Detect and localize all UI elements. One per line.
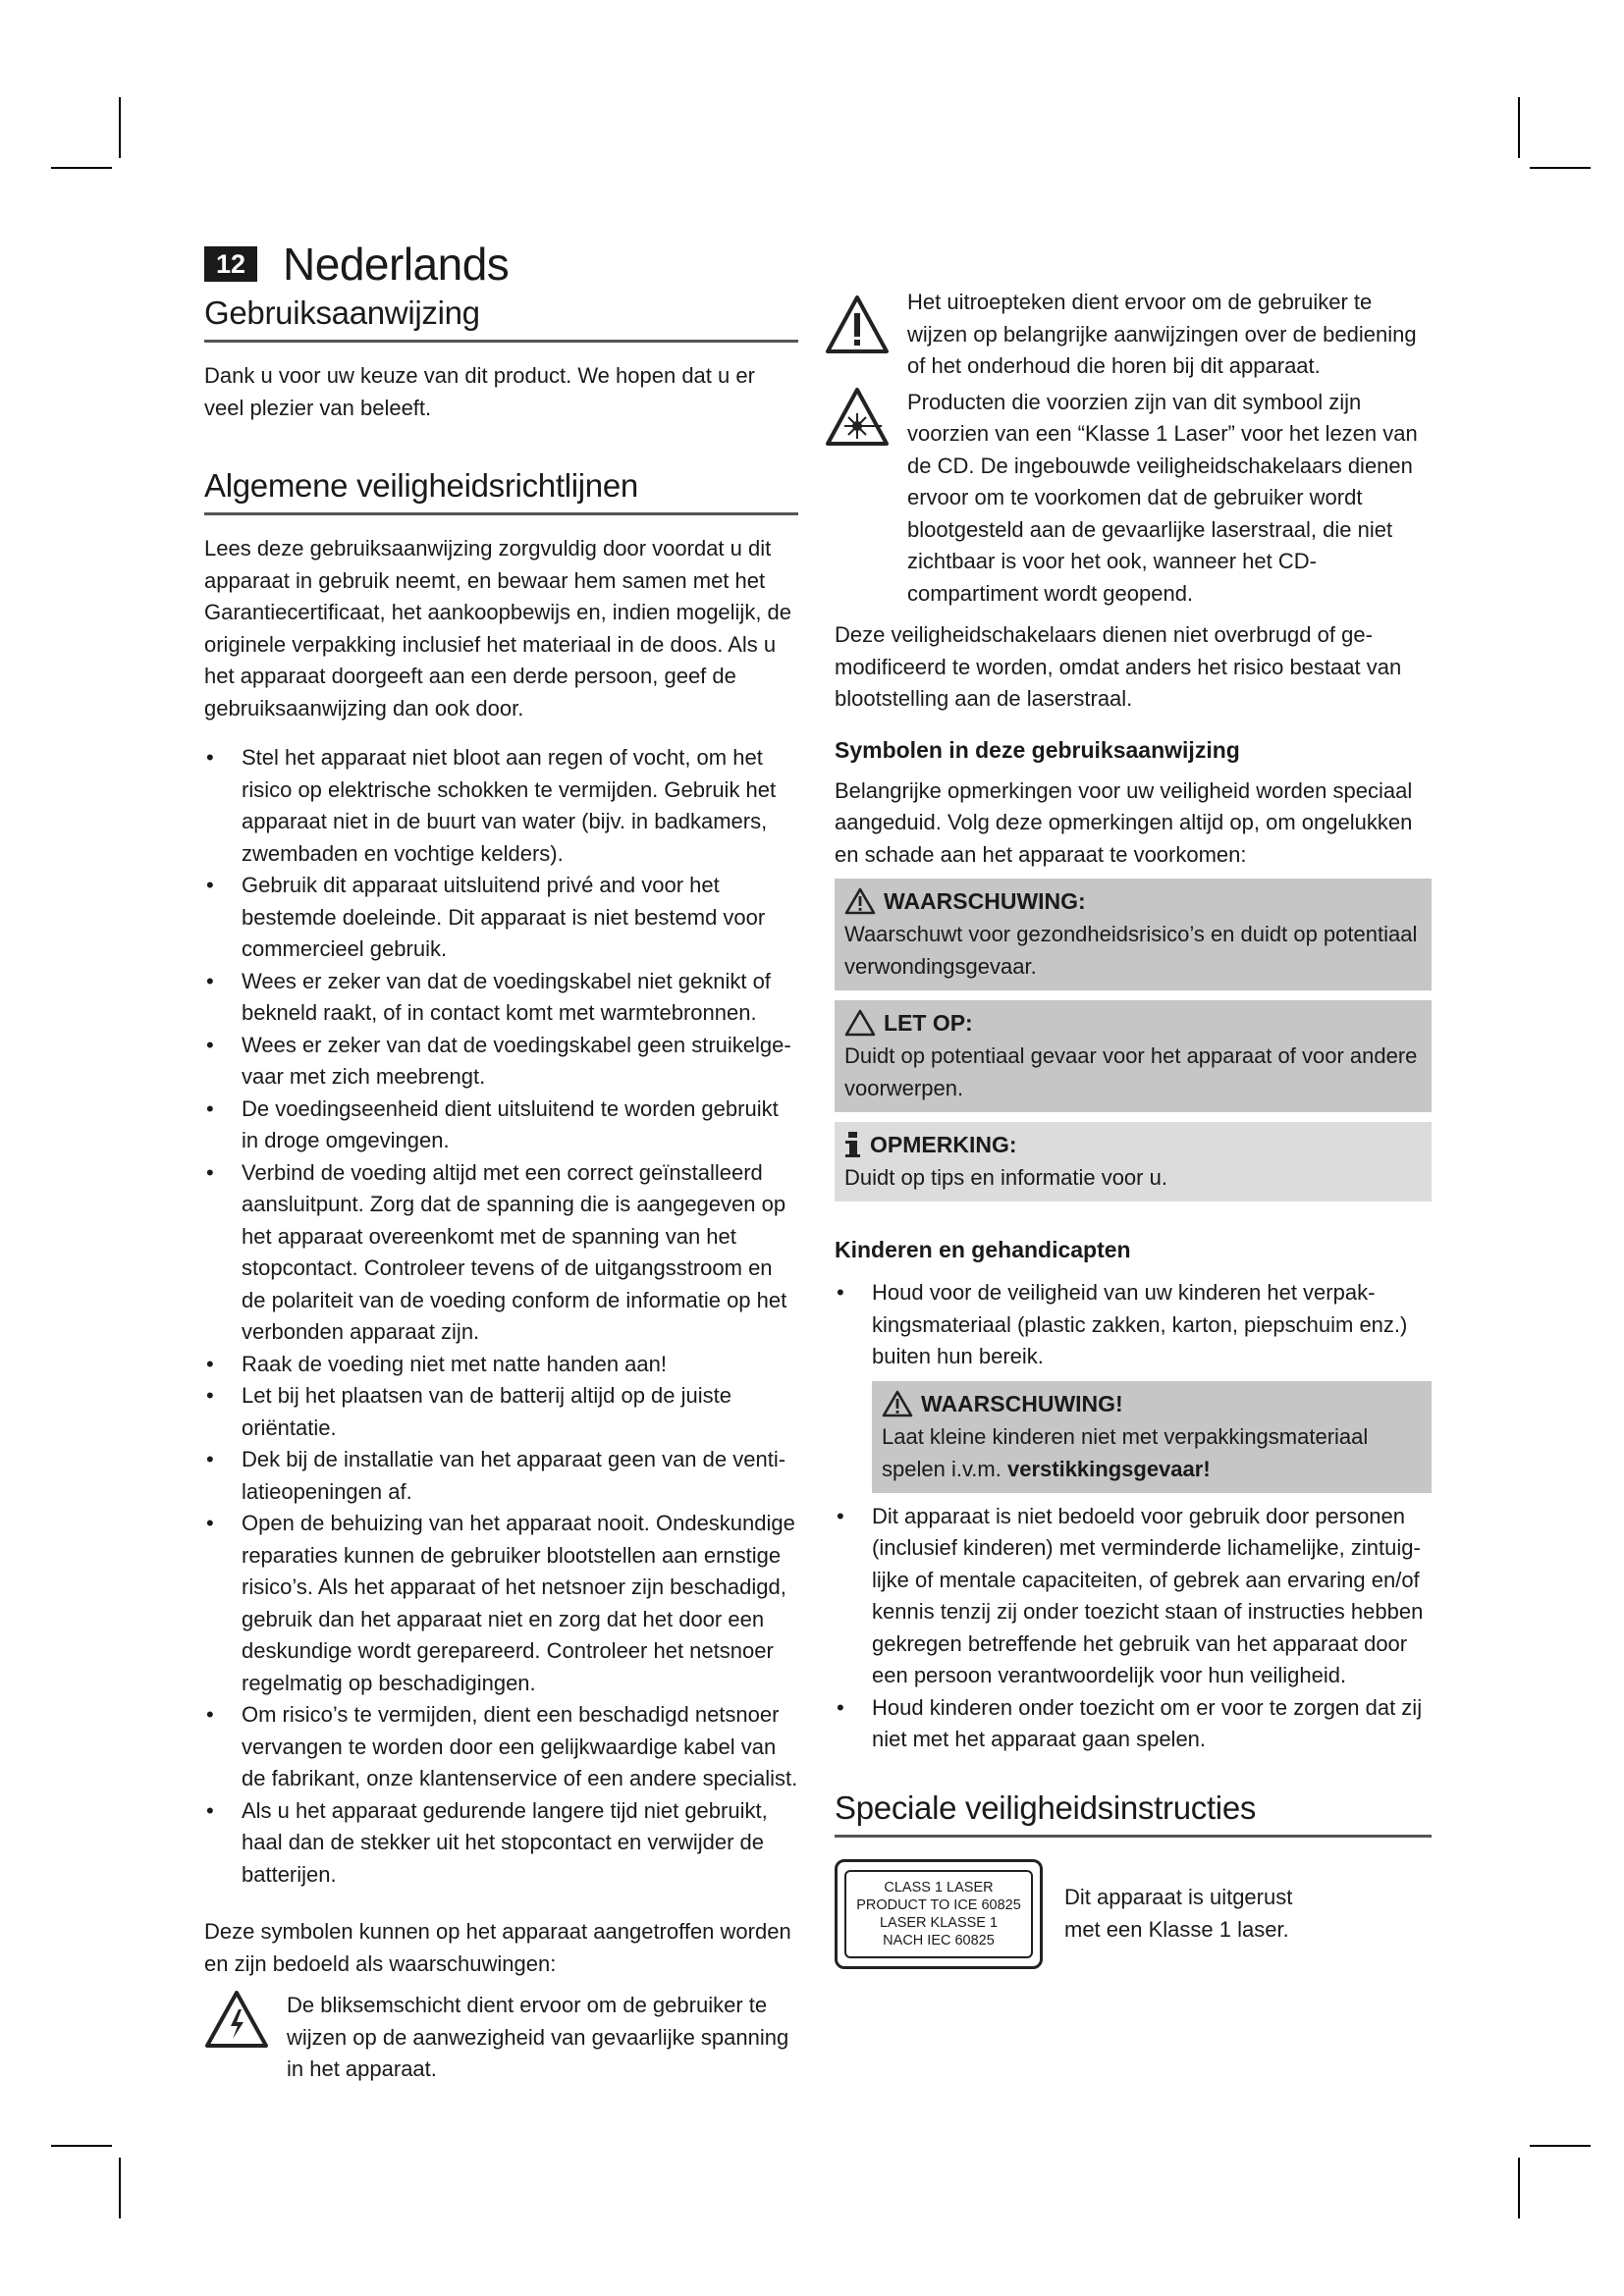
list-item: • Houd kinderen onder toezicht om er voor te zorgen dat zij niet met het apparaat gaan spelen.	[835, 1692, 1432, 1756]
crop-mark	[119, 97, 121, 158]
heading-safety: Algemene veiligheidsrichtlijnen	[204, 467, 798, 515]
list-item: • Dek bij de installatie van het apparaat geen van de ventilatieopeningen af.	[204, 1444, 798, 1508]
lightning-symbol-block	[204, 1990, 798, 2086]
heading-children: Kinderen en gehandicapten	[835, 1237, 1131, 1262]
crop-mark	[51, 2145, 112, 2147]
exclamation-text: Het uitroepteken dient ervoor om de gebruiker te wijzen op belangrijke aanwijzingen over de bediening of het onderhoud die horen bij dit apparaat.	[907, 290, 1417, 378]
heading-special: Speciale veiligheidsinstructies	[835, 1789, 1432, 1838]
heading-manual: Gebruiksaanwijzing	[204, 294, 798, 343]
child-warning-title: WAARSCHUWING!	[921, 1390, 1123, 1416]
child-warning-text: Laat kleine kinderen niet met verpakkingsmateriaal spelen i.v.m. verstikkingsgevaar!	[882, 1423, 1369, 1481]
heading-symbols: Symbolen in deze gebruiksaanwijzing	[835, 736, 1240, 763]
lightning-text: De bliksemschicht dient ervoor om de gebruiker te wijzen op de aanwezigheid van gevaarlijke spanning in het apparaat.	[287, 1993, 789, 2081]
list-item: • Als u het apparaat gedurende langere tijd niet gebruikt, haal dan de stekker uit het stopcontact en verwijder de batterijen.	[204, 1795, 798, 1892]
child-warning-box	[872, 1381, 1432, 1493]
exclamation-symbol-block	[825, 290, 1432, 383]
laser-text: Producten die voorzien zijn van dit symbool zijn voorzien van een “Klasse 1 Laser” voor het lezen van de CD. De ingebouwde veiligheidschakelaars dienen ervoor om te voorkomen dat de gebruiker wordt blootgesteld aan de gevaarlijke laserstraal, die niet zichtbaar is voor het ook, wanneer het CD-compartiment wordt geopend.	[907, 389, 1418, 606]
warning-title: WAARSCHUWING:	[884, 888, 1086, 914]
safety-list	[204, 742, 798, 1891]
note-text: Duidt op tips en informatie voor u.	[844, 1165, 1167, 1190]
exclamation-warning-icon	[825, 294, 890, 355]
crop-mark	[1518, 2158, 1520, 2218]
page-header	[204, 238, 509, 291]
crop-mark	[119, 2158, 121, 2218]
symbols-intro: Deze symbolen kunnen op het apparaat aangetroffen worden en zijn bedoeld als waarschuwingen:	[204, 1919, 791, 1976]
list-item: • Wees er zeker van dat de voedingskabel geen struikelgevaar met zich meebrengt.	[204, 1030, 798, 1094]
warning-text: Waarschuwt voor gezondheidsrisico’s en duidt op potentiaal verwondingsgevaar.	[844, 922, 1418, 979]
symbols-text: Belangrijke opmerkingen voor uw veiligheid worden speciaal aangeduid. Volg deze opmerkingen altijd op, om ongelukken en schade aan het apparaat te voorkomen:	[835, 777, 1413, 867]
laser-symbol-block	[825, 387, 1432, 611]
list-item: • Wees er zeker van dat de voedingskabel niet geknikt of bekneld raakt, of in contact komt met warmtebronnen.	[204, 966, 798, 1030]
lightning-warning-icon	[204, 1990, 269, 2049]
laser-class-text: Dit apparaat is uitgerust met een Klasse 1 laser.	[1064, 1885, 1293, 1942]
crop-mark	[1530, 2145, 1591, 2147]
list-item: • Stel het apparaat niet bloot aan regen of vocht, om het risico op elektrische schokken te vermijden. Gebruik het apparaat niet in de buurt van water (bijv. in badkamers, zwembaden en vochtige kelders).	[204, 742, 798, 870]
warning-triangle-icon	[844, 887, 876, 915]
list-item: • Raak de voeding niet met natte handen aan!	[204, 1349, 798, 1381]
crop-mark	[1518, 97, 1520, 158]
caution-triangle-icon	[844, 1009, 876, 1037]
caution-text: Duidt op potentiaal gevaar voor het apparaat of voor andere voorwerpen.	[844, 1043, 1418, 1100]
list-item: • Gebruik dit apparaat uitsluitend privé and voor het bestemde doeleinde. Dit apparaat is niet bestemd voor commercieel gebruik.	[204, 870, 798, 966]
page-number: 12	[204, 246, 257, 282]
list-item: • Dit apparaat is niet bedoeld voor gebruik door personen (inclusief kinderen) met verminderde lichamelijke, zintuiglijke of mentale capaciteiten, of gebrek aan ervaring en/of kennis tenzij zij onder toezicht staan of instructies hebben gekregen betreffende het gebruik van het apparaat door een persoon verantwoordelijk voor hun veiligheid.	[835, 1501, 1432, 1692]
laser-class-label: CLASS 1 LASER PRODUCT TO ICE 60825 LASER KLASSE 1 NACH IEC 60825	[835, 1859, 1043, 1969]
warning-box	[835, 879, 1432, 990]
switches-text: Deze veiligheidschakelaars dienen niet overbrugd of gemodificeerd te worden, omdat anders het risico bestaat van blootstelling aan de laserstraal.	[835, 622, 1402, 711]
note-title: OPMERKING:	[870, 1132, 1017, 1157]
right-column	[835, 290, 1432, 1969]
list-item: • Om risico’s te vermijden, dient een beschadigd netsnoer vervangen te worden door een gelijkwaardige kabel van de fabrikant, onze klantenservice of een andere specialist.	[204, 1699, 798, 1795]
caution-title: LET OP:	[884, 1010, 973, 1036]
laser-warning-icon	[825, 387, 890, 448]
crop-mark	[51, 167, 112, 169]
list-item: • De voedingseenheid dient uitsluitend te worden gebruikt in droge omgevingen.	[204, 1094, 798, 1157]
intro-text: Dank u voor uw keuze van dit product. We hopen dat u er veel plezier van beleeft.	[204, 363, 755, 420]
safety-intro: Lees deze gebruiksaanwijzing zorgvuldig door voordat u dit apparaat in gebruik neemt, en bewaar hem samen met het Garantiecertificaat, het aankoopbewijs en, indien mogelijk, de originele verpakking inclusief het materiaal in de doos. Als u het apparaat doorgeeft aan een derde persoon, geef de gebruiksaanwijzing dan ook door.	[204, 536, 792, 721]
laser-class-block	[835, 1859, 1432, 1969]
children-list-continued	[835, 1501, 1432, 1756]
list-item: • Let bij het plaatsen van de batterij altijd op de juiste oriëntatie.	[204, 1380, 798, 1444]
list-item: • Open de behuizing van het apparaat nooit. Ondeskundige reparaties kunnen de gebruiker blootstellen aan ernstige risico’s. Als het apparaat of het netsnoer zijn beschadigd, gebruik dan het apparaat niet en zorg dat het door een deskundige wordt gerepareerd. Controleer het netsnoer regelmatig op beschadigingen.	[204, 1508, 798, 1699]
children-list	[835, 1277, 1432, 1373]
note-box	[835, 1122, 1432, 1201]
caution-box	[835, 1000, 1432, 1112]
warning-triangle-icon	[882, 1390, 913, 1417]
crop-mark	[1530, 167, 1591, 169]
left-column	[204, 294, 798, 2086]
list-item: • Verbind de voeding altijd met een correct geïnstalleerd aansluitpunt. Zorg dat de spanning die is aangegeven op het apparaat overeenkomt met de spanning van het stopcontact. Controleer tevens of de uitgangsstroom en de polariteit van de voeding conform de informatie op het verbonden apparaat zijn.	[204, 1157, 798, 1349]
list-item: • Houd voor de veiligheid van uw kinderen het verpakkingsmateriaal (plastic zakken, karton, piepschuim enz.) buiten hun bereik.	[835, 1277, 1432, 1373]
info-icon	[844, 1131, 862, 1158]
page-title: Nederlands	[283, 239, 510, 290]
